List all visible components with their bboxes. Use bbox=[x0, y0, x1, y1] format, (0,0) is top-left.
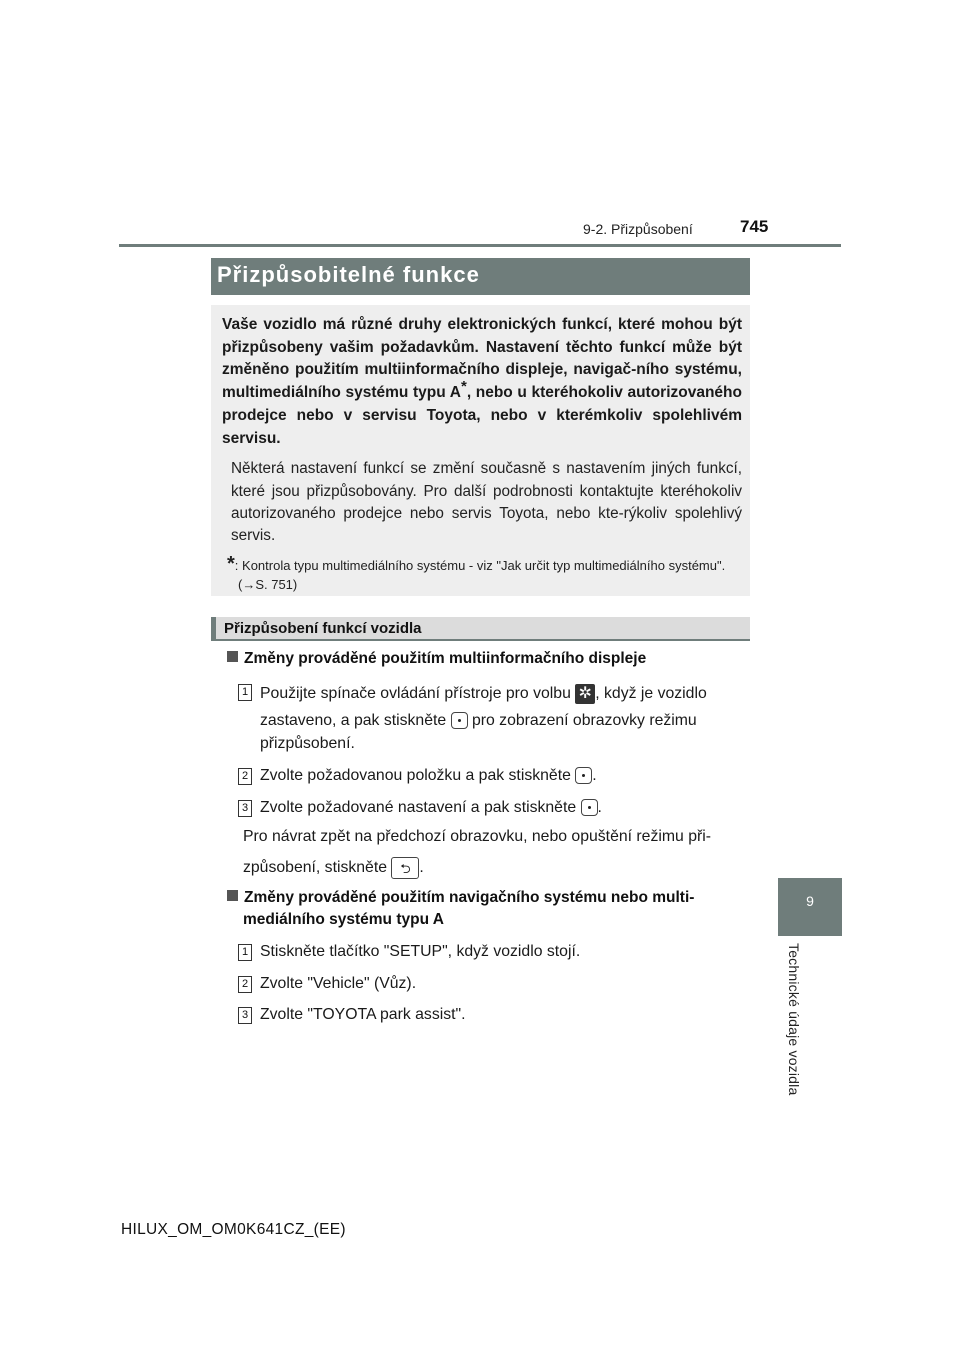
step-a3-end: . bbox=[597, 799, 602, 816]
chapter-number: 9 bbox=[806, 893, 814, 909]
back-button-icon: ⮌ bbox=[391, 857, 419, 879]
ok-button-icon bbox=[581, 799, 598, 816]
header-rule bbox=[119, 244, 841, 247]
section-a-heading bbox=[227, 650, 646, 668]
step-a1-text-c: zastaveno, a pak stiskněte bbox=[260, 712, 447, 729]
intro-paragraph bbox=[222, 314, 742, 450]
intro-box bbox=[211, 305, 750, 596]
step-number-box: 3 bbox=[238, 800, 252, 817]
return-line1: Pro návrat zpět na předchozí obrazovku, nebo opuštění režimu při- bbox=[243, 828, 712, 845]
section-title: Přizpůsobitelné funkce bbox=[211, 258, 750, 295]
step-a1-line3: přizpůsobení. bbox=[260, 735, 355, 752]
ok-button-icon bbox=[575, 767, 592, 784]
intro-note: Některá nastavení funkcí se změní současně s nastavením jiných funkcí, které jsou přizpůsobovány. Pro další podrobnosti kontaktujte kteréhokoliv autorizovaného prodejce nebo servis Toyota, nebo kte-rýkoliv spolehlivý servis. bbox=[231, 460, 742, 545]
chapter-title: Technické údaje vozidla bbox=[786, 943, 802, 1096]
footnote bbox=[227, 552, 742, 594]
step-a1-text-b: , když je vozidlo bbox=[595, 685, 707, 703]
page-number: 745 bbox=[740, 217, 769, 236]
step-a1-line1 bbox=[260, 684, 707, 704]
step-a1-line2 bbox=[260, 712, 744, 730]
document-code-footer: HILUX_OM_OM0K641CZ_(EE) bbox=[121, 1221, 346, 1238]
intro-text-1: Vaše vozidlo má různé druhy elektronických funkcí, které mohou být přizpůsobeny vašim požadavkům. Nastavení těchto funkcí může být změněno použitím multiinformačního displeje, navigač-ního systému, multimediálního systému typu A bbox=[222, 316, 742, 402]
step-b1: Stiskněte tlačítko "SETUP", když vozidlo stojí. bbox=[260, 943, 581, 960]
footnote-text: : Kontrola typu multimediálního systému - viz "Jak určit typ multimediálního systému". (→S. 751) bbox=[234, 557, 726, 592]
step-a1-text-d: pro zobrazení obrazovky režimu bbox=[471, 712, 697, 729]
step-number-box: 2 bbox=[238, 768, 252, 785]
step-a2-end: . bbox=[592, 767, 597, 784]
square-bullet-icon bbox=[227, 890, 238, 901]
step-b3: Zvolte "TOYOTA park assist". bbox=[260, 1006, 466, 1023]
return-text: způsobení, stiskněte bbox=[243, 859, 388, 877]
section-b-heading-line1: Změny prováděné použitím navigačního systému nebo multi- bbox=[244, 889, 695, 906]
return-line2 bbox=[243, 857, 424, 879]
step-number-box: 2 bbox=[238, 976, 252, 993]
footnote-asterisk: * bbox=[227, 552, 235, 575]
section-b-heading bbox=[227, 889, 744, 907]
subheading: Přizpůsobení funkcí vozidla bbox=[211, 617, 750, 641]
step-a2 bbox=[260, 767, 597, 785]
step-a3-text: Zvolte požadované nastavení a pak stiskněte bbox=[260, 799, 577, 816]
return-end: . bbox=[419, 859, 424, 877]
square-bullet-icon bbox=[227, 651, 238, 662]
step-number-box: 1 bbox=[238, 944, 252, 961]
section-a-heading-text: Změny prováděné použitím multiinformačního displeje bbox=[244, 650, 647, 667]
step-a3 bbox=[260, 799, 602, 817]
gear-icon: ✲ bbox=[575, 684, 595, 704]
step-number-box: 1 bbox=[238, 684, 252, 701]
section-b-heading-line2: mediálního systému typu A bbox=[243, 911, 444, 928]
step-a2-text: Zvolte požadovanou položku a pak stiskněte bbox=[260, 767, 571, 784]
step-a1-text-a: Použijte spínače ovládání přístroje pro volbu bbox=[260, 685, 571, 703]
intro-text-2: , nebo u kteréhokoliv autorizovaného prodejce nebo v servisu Toyota, nebo v kterémkoliv spolehlivém servisu. bbox=[222, 384, 742, 447]
asterisk-marker: * bbox=[460, 377, 467, 395]
step-number-box: 3 bbox=[238, 1007, 252, 1024]
step-b2: Zvolte "Vehicle" (Vůz). bbox=[260, 975, 417, 992]
ok-button-icon bbox=[451, 712, 468, 729]
running-header-section: 9-2. Přizpůsobení bbox=[583, 221, 693, 237]
